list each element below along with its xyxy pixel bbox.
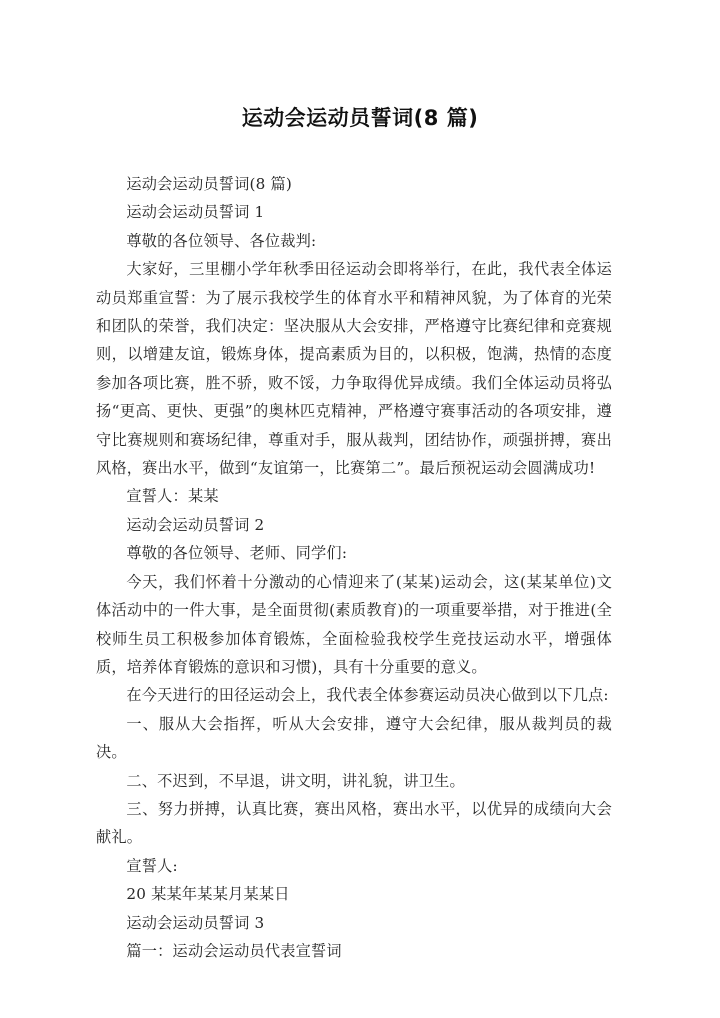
paragraph-signature-2: 宣誓人: [126, 856, 178, 875]
paragraph-signature-1: 宣誓人：某某 [126, 487, 219, 506]
paragraph: 运动会运动员誓词(8 篇) [126, 175, 293, 193]
paragraph-heading-1: 运动会运动员誓词 1 [126, 203, 265, 222]
page-title: 运动会运动员誓词(8 篇) [241, 106, 479, 130]
paragraph-oath-body-1: 大家好，三里棚小学年秋季田径运动会即将举行，在此，我代表全体运动员郑重宣誓：为了展示我校学生的体育水平和精神风貌，为了体育的光荣和团队的荣誉，我们决定：坚决服从大会安排，严格遵守比赛纪律和竞赛规则，以增建友谊，锻炼身体，提高素质为目的，以积极，饱满，热情的态度参加各项比赛，胜不骄，败不馁，力争取得优异成绩。我们全体运动员将弘扬“更高、更快、更强”的奥林匹克精神，严格遵守赛事活动的各项安排，遵守比赛规则和赛场纪律，尊重对手，服从裁判，团结协作，顽强拼搏，赛出风格，赛出水平，做到“友谊第一，比赛第二”。最后预祝运动会圆满成功! [96, 260, 612, 478]
paragraph-pledge-item-2: 二、不迟到，不早退，讲文明，讲礼貌，讲卫生。 [126, 771, 465, 790]
paragraph-pledge-item-1: 一、服从大会指挥，听从大会安排，遵守大会纪律，服从裁判员的裁决。 [96, 714, 612, 762]
paragraph-oath-body-2: 今天，我们怀着十分激动的心情迎来了(某某)运动会，这(某某单位)文体活动中的一件大事，是全面贯彻(素质教育)的一项重要举措，对于推进(全校师生员工积极参加体育锻炼，全面检验我校学生竞技运动水平，增强体质，培养体育锻炼的意识和习惯)，具有十分重要的意义。 [96, 572, 612, 676]
paragraph-salutation-2: 尊敬的各位领导、老师、同学们: [126, 544, 348, 563]
paragraph-subheading-3: 篇一：运动会运动员代表宣誓词 [126, 941, 342, 960]
paragraph-date-2: 20 某某年某某月某某日 [126, 885, 290, 904]
paragraph-pledge-intro: 在今天进行的田径运动会上，我代表全体参赛运动员决心做到以下几点: [126, 686, 609, 705]
paragraph-heading-2: 运动会运动员誓词 2 [126, 515, 265, 534]
paragraph-pledge-item-3: 三、努力拼搏，认真比赛，赛出风格，赛出水平，以优异的成绩向大会献礼。 [96, 799, 612, 847]
paragraph-salutation-1: 尊敬的各位领导、各位裁判: [126, 231, 317, 250]
document-body [96, 170, 612, 965]
paragraph-heading-3: 运动会运动员誓词 3 [126, 913, 265, 932]
